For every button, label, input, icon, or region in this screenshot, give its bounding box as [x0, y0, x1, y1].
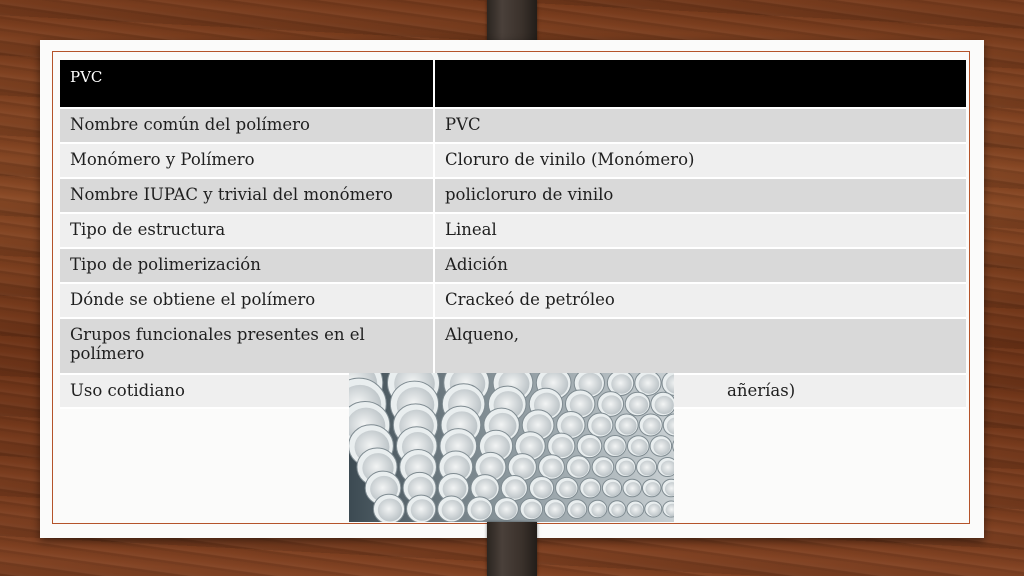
row-label: Tipo de polimerización	[60, 249, 435, 284]
pipe-opening	[596, 460, 613, 476]
table-row	[60, 249, 966, 284]
table-header-row	[60, 60, 966, 109]
pipe-opening	[498, 501, 517, 519]
pipe-opening	[581, 438, 600, 456]
pipe-opening	[630, 504, 643, 517]
pipe-opening	[601, 395, 621, 414]
pipe-opening	[559, 481, 577, 498]
pipe-opening	[606, 482, 621, 496]
row-label: Nombre IUPAC y trivial del monómero	[60, 179, 435, 214]
row-value: PVC	[435, 109, 966, 144]
pipe-opening	[611, 374, 632, 394]
pvc-pipes-image	[349, 373, 674, 522]
pipe-opening	[570, 503, 585, 518]
pipe-opening	[629, 396, 648, 414]
pipe-opening	[471, 501, 491, 520]
pipe-opening	[591, 503, 605, 517]
pipe-opening	[631, 439, 648, 455]
pipe-opening	[643, 417, 661, 434]
row-value: Alqueno,	[435, 319, 966, 375]
pipe-opening	[583, 481, 599, 496]
pipe-opening	[542, 458, 562, 477]
table-row	[60, 144, 966, 179]
pipe-opening	[570, 459, 588, 476]
row-label: Dónde se obtiene el polímero	[60, 284, 435, 319]
pvc-info-table	[60, 60, 966, 409]
table-row	[60, 319, 966, 375]
pipe-opening	[645, 482, 659, 496]
table-header-cell	[435, 60, 966, 109]
row-value: añerías)	[435, 375, 966, 409]
row-label: Nombre común del polímero	[60, 109, 435, 144]
pipe-opening	[619, 461, 635, 476]
pipe-opening	[655, 396, 674, 414]
row-value: Lineal	[435, 214, 966, 249]
pipe-opening	[591, 417, 611, 436]
row-label: Monómero y Polímero	[60, 144, 435, 179]
pipe-opening	[378, 498, 402, 521]
row-label: Tipo de estructura	[60, 214, 435, 249]
pipe-opening	[653, 439, 670, 455]
pipe-opening	[475, 479, 497, 500]
row-value: Adición	[435, 249, 966, 284]
pipe-opening	[648, 504, 661, 517]
pipe-opening	[505, 479, 525, 498]
pipes-illustration	[349, 373, 674, 522]
row-value: Cloruro de vinilo (Monómero)	[435, 144, 966, 179]
pipe-opening	[548, 502, 564, 518]
pipe-opening	[411, 499, 434, 521]
row-label: Uso cotidiano	[60, 375, 435, 409]
table-row	[60, 214, 966, 249]
row-value: Crackeó de petróleo	[435, 284, 966, 319]
row-label: Grupos funcionales presentes en el polímero	[60, 319, 435, 375]
pipe-opening	[607, 439, 624, 455]
table-row	[60, 179, 966, 214]
table-row	[60, 284, 966, 319]
pipe-opening	[533, 480, 552, 498]
table-row	[60, 109, 966, 144]
pipe-opening	[619, 417, 637, 434]
row-value: policloruro de vinilo	[435, 179, 966, 214]
pipe-opening	[639, 374, 659, 393]
pipe-opening	[626, 482, 640, 496]
pipe-opening	[442, 500, 463, 520]
table-header-cell: PVC	[60, 60, 435, 109]
pipe-opening	[552, 437, 573, 457]
pipe-opening	[524, 502, 542, 519]
pipe-opening	[640, 461, 656, 476]
strap-bottom	[487, 522, 537, 576]
pipe-opening	[611, 504, 624, 517]
